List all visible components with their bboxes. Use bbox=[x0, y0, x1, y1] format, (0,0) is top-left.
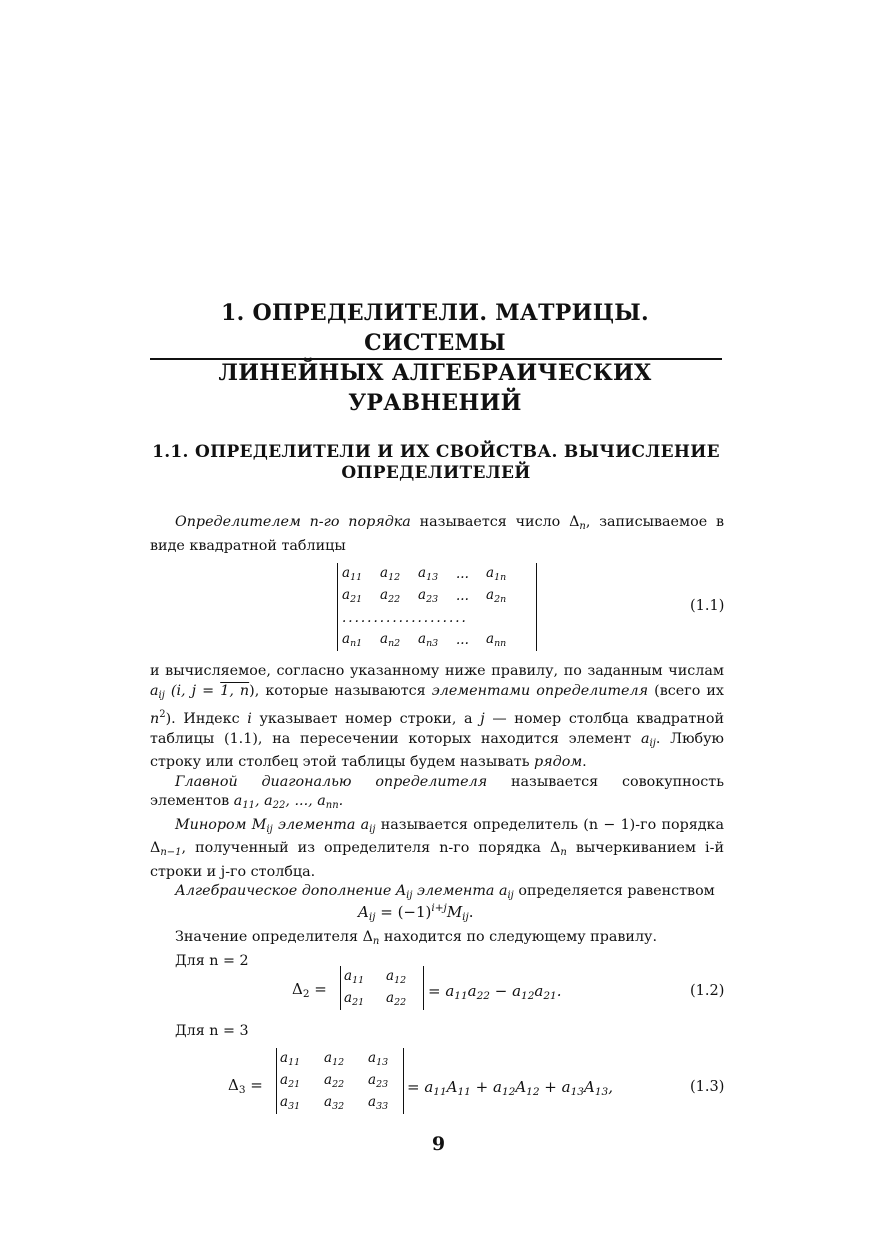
determinant-entry: $a_{n3}$ bbox=[418, 631, 439, 649]
p2-aij-2: a bbox=[640, 730, 650, 747]
determinant-entry: ... bbox=[456, 566, 469, 582]
determinant-row bbox=[344, 988, 420, 1010]
p2-n2: n bbox=[150, 711, 160, 727]
determinant-entry: $a_{1n}$ bbox=[486, 565, 507, 583]
p6-t2: находится по следующему правилу. bbox=[379, 929, 657, 945]
p4-term2: элемента a bbox=[272, 816, 370, 833]
formula-rhs-sub: ij bbox=[462, 911, 469, 923]
determinant-entry: $a_{13}$ bbox=[418, 565, 439, 583]
eq2-eq: = bbox=[309, 980, 327, 998]
p2-t6: указывает номер строки, а bbox=[251, 711, 481, 727]
rule-paragraph bbox=[150, 928, 724, 971]
determinant-entry: $a_{21}$ bbox=[344, 990, 365, 1008]
determinant-row bbox=[344, 966, 420, 988]
determinant-entry: $a_{11}$ bbox=[280, 1050, 301, 1068]
p6-case3: Для n = 3 bbox=[175, 1023, 249, 1039]
p2-j: j bbox=[480, 711, 485, 727]
p2-t7: — номер столбца квадратной таблицы (1.1), на пересечении которых находится элемент bbox=[150, 711, 724, 747]
eq3-eq: = bbox=[245, 1076, 263, 1094]
p4-t3: вычеркиванием i-й строки и j-го столбца. bbox=[150, 840, 724, 880]
p6-t1: Значение определителя Δ bbox=[175, 929, 373, 945]
determinant-entry: $a_{22}$ bbox=[386, 990, 407, 1008]
determinant-entry: $a_{33}$ bbox=[368, 1094, 389, 1112]
p3-term: Главной диагональю определителя bbox=[175, 773, 488, 790]
eq2-lhs bbox=[292, 980, 327, 1000]
eq3-lhs bbox=[228, 1076, 263, 1096]
p2-aij-2-sub: ij bbox=[649, 737, 656, 749]
p6-t1-sub: n bbox=[372, 936, 380, 947]
p5-t1: определяется равенством bbox=[513, 883, 715, 899]
p2-t5: ). Индекс bbox=[165, 711, 248, 727]
p3-t1: называется совокупность элементов bbox=[150, 773, 724, 809]
intro-paragraph bbox=[150, 513, 724, 556]
eq2-delta-sub: 2 bbox=[302, 988, 310, 1000]
p4-t2: , полученный из определителя n-го порядка Δ bbox=[181, 840, 561, 856]
formula-mid: = (−1) bbox=[375, 903, 432, 921]
p2-t4: (всего их bbox=[648, 682, 724, 699]
p5-term2-sub: ij bbox=[507, 890, 514, 901]
eq3-delta: Δ bbox=[228, 1076, 239, 1094]
p2-t3: ), которые называются bbox=[249, 682, 432, 699]
equation-number-1-2: (1.2) bbox=[690, 983, 725, 999]
p5-term: Алгебраическое дополнение A bbox=[175, 883, 407, 899]
determinant-entry: $a_{22}$ bbox=[380, 587, 401, 605]
determinant-entry: ... bbox=[456, 632, 469, 648]
p4-term: Минором M bbox=[175, 816, 267, 833]
determinant-entry: $a_{31}$ bbox=[280, 1094, 301, 1112]
eq2-rhs: = $a_{11}a_{22} - a_{12}a_{21}$. bbox=[428, 982, 562, 1002]
p2-t8: . Любую строку или столбец этой таблицы будем называть bbox=[150, 730, 724, 770]
eq3-rhs: = $a_{11}A_{11} + a_{12}A_{12} + a_{13}A_{13}$, bbox=[407, 1078, 613, 1098]
p5-term-sub: ij bbox=[406, 890, 413, 901]
p2-t2: (i, j = bbox=[164, 682, 221, 699]
determinant-entry: $a_{21}$ bbox=[342, 587, 363, 605]
determinant-2x2 bbox=[340, 966, 424, 1010]
determinant-entry: $a_{22}$ bbox=[324, 1072, 345, 1090]
chapter-title-line1: 1. ОПРЕДЕЛИТЕЛИ. МАТРИЦЫ. СИСТЕМЫ bbox=[221, 300, 649, 356]
p2-t1: и вычисляемое, согласно указанному ниже правилу, по заданным числам bbox=[150, 663, 724, 679]
p4-t1: называется определитель (n − 1)-го порядка Δ bbox=[150, 816, 725, 856]
formula-lhs: A bbox=[358, 903, 369, 921]
determinant-row bbox=[342, 607, 532, 629]
eq2-delta: Δ bbox=[292, 980, 303, 998]
determinant-entry: $a_{23}$ bbox=[418, 587, 439, 605]
section-title bbox=[150, 442, 722, 484]
determinant-entry: $a_{21}$ bbox=[280, 1072, 301, 1090]
p4-t2-sub: n bbox=[560, 847, 567, 858]
intro-sub: n bbox=[579, 521, 586, 532]
p2-n2-sup: 2 bbox=[159, 709, 166, 720]
determinant-row bbox=[342, 563, 532, 585]
section-title-line2: ОПРЕДЕЛИТЕЛЕЙ bbox=[341, 463, 531, 483]
formula-sup: i+j bbox=[431, 902, 447, 914]
intro-text-end: , записываемое в виде квадратной таблицы bbox=[150, 514, 725, 554]
equation-number-1-3: (1.3) bbox=[690, 1079, 725, 1095]
algebraic-complement-formula bbox=[358, 902, 474, 923]
determinant-entry: ... bbox=[456, 588, 469, 604]
eq3-delta-sub: 3 bbox=[238, 1084, 246, 1096]
p4-term2-sub: ij bbox=[369, 823, 376, 835]
p2-term: элементами определителя bbox=[431, 682, 649, 699]
determinant-entry: $a_{13}$ bbox=[368, 1050, 389, 1068]
formula-rhs: M bbox=[446, 903, 463, 921]
p2-range: 1, n bbox=[220, 682, 250, 699]
determinant-entry: $a_{2n}$ bbox=[486, 587, 507, 605]
chapter-title-line2: ЛИНЕЙНЫХ АЛГЕБРАИЧЕСКИХ УРАВНЕНИЙ bbox=[218, 360, 652, 416]
determinant-entry: $a_{23}$ bbox=[368, 1072, 389, 1090]
determinant-3x3 bbox=[276, 1048, 404, 1114]
p2-row-term: рядом bbox=[534, 754, 583, 770]
elements-paragraph bbox=[150, 662, 724, 906]
determinant-row bbox=[342, 585, 532, 607]
determinant-entry: $a_{n2}$ bbox=[380, 631, 401, 649]
intro-text: называется число Δ bbox=[410, 514, 580, 530]
case3-paragraph bbox=[150, 1022, 724, 1042]
determinant-entry: $a_{12}$ bbox=[386, 968, 407, 986]
p4-t1-sub: n−1 bbox=[160, 847, 182, 858]
equation-number-1-1: (1.1) bbox=[690, 598, 725, 614]
determinant-entry: $a_{n1}$ bbox=[342, 631, 363, 649]
p2-i: i bbox=[247, 711, 252, 727]
determinant-1-1 bbox=[337, 563, 537, 651]
determinant-entry: $a_{32}$ bbox=[324, 1094, 345, 1112]
formula-end: . bbox=[468, 903, 474, 921]
p6-case2: Для n = 2 bbox=[175, 952, 249, 969]
determinant-entry: $a_{12}$ bbox=[324, 1050, 345, 1068]
p2-t9: . bbox=[582, 754, 587, 770]
section-title-line1: 1.1. ОПРЕДЕЛИТЕЛИ И ИХ СВОЙСТВА. ВЫЧИСЛЕНИЕ bbox=[152, 442, 720, 462]
determinant-entry: $a_{nn}$ bbox=[486, 631, 507, 649]
chapter-rule bbox=[150, 358, 722, 360]
determinant-entry: $a_{11}$ bbox=[344, 968, 365, 986]
determinant-entry: $a_{11}$ bbox=[342, 565, 363, 583]
determinant-row bbox=[342, 629, 532, 651]
p3-list: $a_{11}$, $a_{22}$, ..., $a_{nn}$. bbox=[233, 793, 344, 811]
p2-aij-sub: ij bbox=[158, 689, 165, 701]
determinant-entry: $a_{12}$ bbox=[380, 565, 401, 583]
p2-aij: a bbox=[150, 682, 159, 699]
determinant-row bbox=[280, 1048, 400, 1070]
determinant-dots: .................... bbox=[342, 610, 468, 626]
p4-term-sub: ij bbox=[266, 823, 273, 835]
determinant-row bbox=[280, 1070, 400, 1092]
p5-term2: элемента a bbox=[412, 883, 508, 899]
intro-term: Определителем n-го порядка bbox=[175, 514, 411, 530]
page-number: 9 bbox=[431, 1133, 446, 1155]
determinant-row bbox=[280, 1092, 400, 1114]
formula-lhs-sub: ij bbox=[368, 911, 376, 923]
